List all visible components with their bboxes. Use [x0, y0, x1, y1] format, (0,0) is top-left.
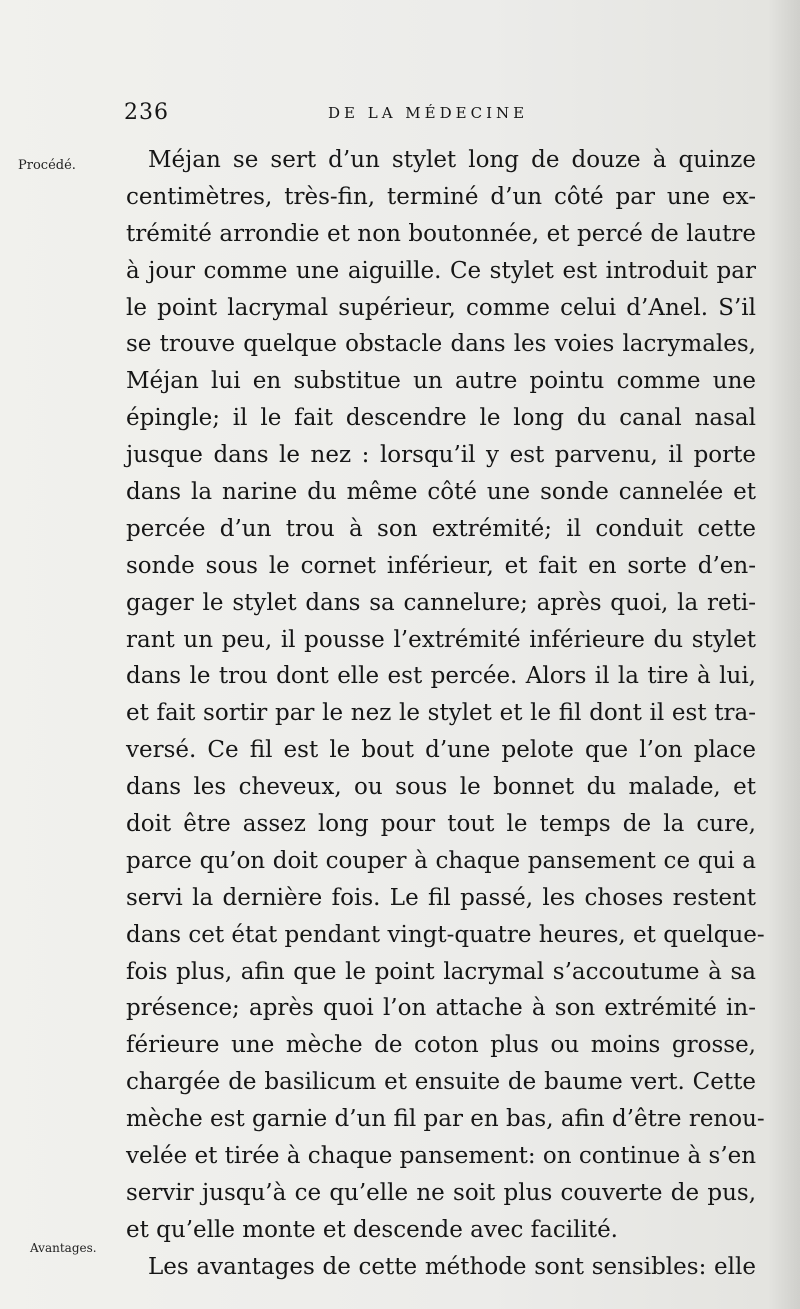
- text-line: le point lacrymal supérieur, comme celui d’Anel. S’il: [126, 294, 756, 321]
- text-line: fois plus, afin que le point lacrymal s’accoutume à sa: [126, 958, 756, 985]
- body-text: [126, 142, 765, 1286]
- text-line: épingle; il le fait descendre le long du canal nasal: [126, 405, 756, 432]
- text-line: à jour comme une aiguille. Ce stylet est introduit par: [126, 257, 756, 284]
- text-line: dans la narine du même côté une sonde cannelée et: [126, 479, 756, 506]
- text-line: et fait sortir par le nez le stylet et le fil dont il est tra-: [126, 700, 756, 727]
- text-line: férieure une mèche de coton plus ou moins grosse,: [126, 1032, 756, 1059]
- text-line: centimètres, très-fin, terminé d’un côté par une ex-: [126, 183, 756, 210]
- text-line: présence; après quoi l’on attache à son extrémité in-: [126, 995, 756, 1022]
- text-line: mèche est garnie d’un fil par en bas, afin d’être renou-: [126, 1106, 765, 1133]
- text-line: jusque dans le nez : lorsqu’il y est parvenu, il porte: [126, 442, 756, 469]
- text-line: servi la dernière fois. Le fil passé, les choses restent: [126, 884, 756, 911]
- text-line: gager le stylet dans sa cannelure; après quoi, la reti-: [126, 589, 756, 616]
- text-line: Les avantages de cette méthode sont sensibles: elle: [148, 1253, 756, 1280]
- page-number: 236: [124, 100, 169, 125]
- margin-note-procede: Procédé.: [18, 158, 76, 173]
- text-line: doit être assez long pour tout le temps de la cure,: [126, 811, 756, 838]
- text-line: parce qu’on doit couper à chaque pansement ce qui a: [126, 847, 756, 874]
- text-line: dans le trou dont elle est percée. Alors il la tire à lui,: [126, 663, 756, 690]
- text-line: chargée de basilicum et ensuite de baume vert. Cette: [126, 1069, 756, 1096]
- text-line: et qu’elle monte et descende avec facilité.: [126, 1216, 618, 1243]
- page-header: [120, 100, 760, 130]
- text-line: Méjan se sert d’un stylet long de douze à quinze: [148, 147, 756, 173]
- text-line: versé. Ce fil est le bout d’une pelote que l’on place: [126, 737, 756, 764]
- text-line: Méjan lui en substitue un autre pointu comme une: [126, 368, 756, 395]
- text-line: velée et tirée à chaque pansement: on continue à s’en: [126, 1143, 757, 1170]
- text-line: se trouve quelque obstacle dans les voies lacrymales,: [126, 331, 756, 358]
- margin-note-avantages: Avantages.: [30, 1241, 97, 1255]
- text-line: dans les cheveux, ou sous le bonnet du malade, et: [126, 774, 756, 801]
- text-line: dans cet état pendant vingt-quatre heures, et quelque-: [126, 921, 765, 948]
- text-line: servir jusqu’à ce qu’elle ne soit plus couverte de pus,: [126, 1179, 756, 1206]
- running-head: DE LA MÉDECINE: [328, 104, 529, 122]
- text-line: trémité arrondie et non boutonnée, et percé de lautre: [126, 220, 756, 247]
- text-line: rant un peu, il pousse l’extrémité inférieure du stylet: [126, 626, 756, 653]
- text-line: sonde sous le cornet inférieur, et fait en sorte d’en-: [126, 552, 756, 579]
- text-line: percée d’un trou à son extrémité; il conduit cette: [126, 515, 756, 542]
